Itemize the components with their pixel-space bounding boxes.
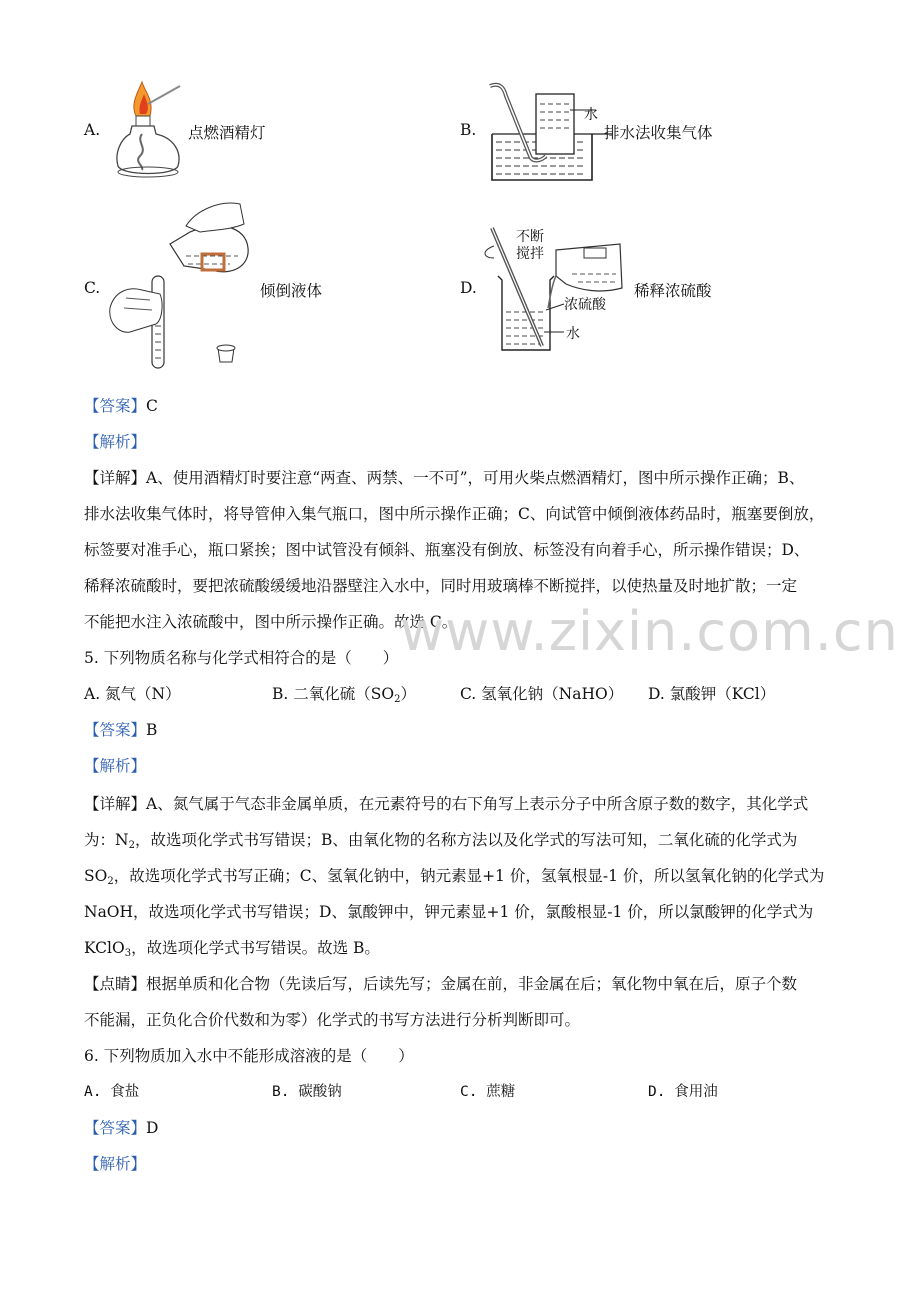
point-tag: 【点睛】 [84, 975, 147, 993]
stir-label-1: 不断 [516, 229, 544, 245]
q5-option-c: C. 氢氧化钠（NaHO） [460, 685, 624, 703]
q6-option-b: B. 碳酸钠 [272, 1084, 342, 1100]
q4-answer [84, 394, 158, 416]
detail-tag: 【详解】 [84, 795, 147, 813]
option-a-label: 点燃酒精灯 [188, 124, 266, 142]
water-label-b: 水 [584, 107, 598, 123]
answer-value: B [146, 721, 158, 739]
q5-option-b: B. 二氧化硫$(SO_2)$ [272, 685, 416, 705]
q4-detail-line-5: 不能把水注入浓硫酸中，图中所示操作正确。故选 C。 [84, 613, 458, 631]
option-b-label: 排水法收集气体 [604, 124, 713, 142]
q4-detail-line-3: 标签要对准手心，瓶口紧挨；图中试管没有倾斜、瓶塞没有倒放、标签没有向着手心，所示操作错误；D、 [84, 541, 810, 559]
q4-detail-line-2: 排水法收集气体时，将导管伸入集气瓶口，图中所示操作正确；C、向试管中倾倒液体药品时，瓶塞要倒放， [84, 505, 825, 523]
gas-collection-figure [486, 80, 616, 184]
q5-detail-line-5: KClO$_3$，故选项化学式书写错误。故选 B。 [84, 939, 380, 959]
answer-value: C [146, 397, 158, 415]
q6-analysis-tag: 【解析】 [84, 1155, 147, 1173]
q5-option-d: D. 氯酸钾（KCl） [648, 685, 776, 703]
q5-detail-line-1: 【详解】A、氮气属于气态非金属单质，在元素符号的右下角写上表示分子中所含原子数的数字，其化学式 [84, 795, 809, 813]
q5-analysis-tag: 【解析】 [84, 757, 147, 775]
q5-option-a: A. 氮气（N） [84, 685, 181, 703]
answer-tag: 【答案】 [84, 397, 147, 415]
option-d-letter: D. [460, 279, 477, 297]
option-d-label: 稀释浓硫酸 [634, 282, 712, 300]
option-a-letter: A. [84, 121, 101, 139]
q6-option-d: D. 食用油 [648, 1084, 718, 1100]
q6-option-a: A. 食盐 [84, 1084, 140, 1100]
option-c-letter: C. [84, 279, 101, 297]
stir-label-2: 搅拌 [516, 246, 544, 262]
dilute-acid-figure [484, 224, 634, 354]
q5-stem: 5. 下列物质名称与化学式相符合的是（ ） [84, 649, 399, 667]
detail-text: A、使用酒精灯时要注意“两查、两禁、一不可”，可用火柴点燃酒精灯，图中所示操作正确；B、 [146, 469, 805, 487]
answer-value: D [146, 1119, 159, 1137]
alcohol-lamp-figure [108, 78, 188, 182]
water-label-d: 水 [566, 326, 580, 342]
q5-point-line-2: 不能漏，正负化合价代数和为零）化学式的书写方法进行分析判断即可。 [84, 1011, 581, 1029]
q5-detail-line-3: $SO_2$，故选项化学式书写正确；C、氢氧化钠中，钠元素显+1 价，氢氧根显-1 价，所以氢氧化钠的化学式为 [84, 867, 825, 887]
acid-label: 浓硫酸 [564, 297, 606, 313]
pouring-liquid-figure [100, 196, 260, 372]
watermark: www.zixin.com.cn [400, 600, 899, 663]
q6-stem: 6. 下列物质加入水中不能形成溶液的是（ ） [84, 1047, 414, 1065]
option-c-label: 倾倒液体 [260, 282, 323, 300]
detail-tag: 【详解】 [84, 469, 147, 487]
q4-analysis-tag: 【解析】 [84, 433, 147, 451]
q6-answer [84, 1116, 158, 1138]
q6-option-c: C. 蔗糖 [460, 1084, 516, 1100]
q5-detail-line-2: 为：$N_2$，故选项化学式书写错误；B、由氧化物的名称方法以及化学式的写法可知，二氧化硫的化学式为 [84, 831, 798, 851]
q4-detail-line-1 [84, 466, 804, 488]
q5-point-line-1: 【点睛】根据单质和化合物（先读后写，后读先写；金属在前，非金属在后；氧化物中氧在后，原子个数 [84, 975, 798, 993]
q4-detail-line-4: 稀释浓硫酸时，要把浓硫酸缓缓地沿器壁注入水中，同时用玻璃棒不断搅拌，以使热量及时地扩散；一定 [84, 577, 798, 595]
q5-answer [84, 718, 157, 740]
answer-tag: 【答案】 [84, 721, 147, 739]
answer-tag: 【答案】 [84, 1119, 147, 1137]
option-b-letter: B. [460, 121, 477, 139]
q5-detail-line-4: NaOH，故选项化学式书写错误；D、氯酸钾中，钾元素显+1 价，氯酸根显-1 价，所以氯酸钾的化学式为 [84, 903, 814, 921]
